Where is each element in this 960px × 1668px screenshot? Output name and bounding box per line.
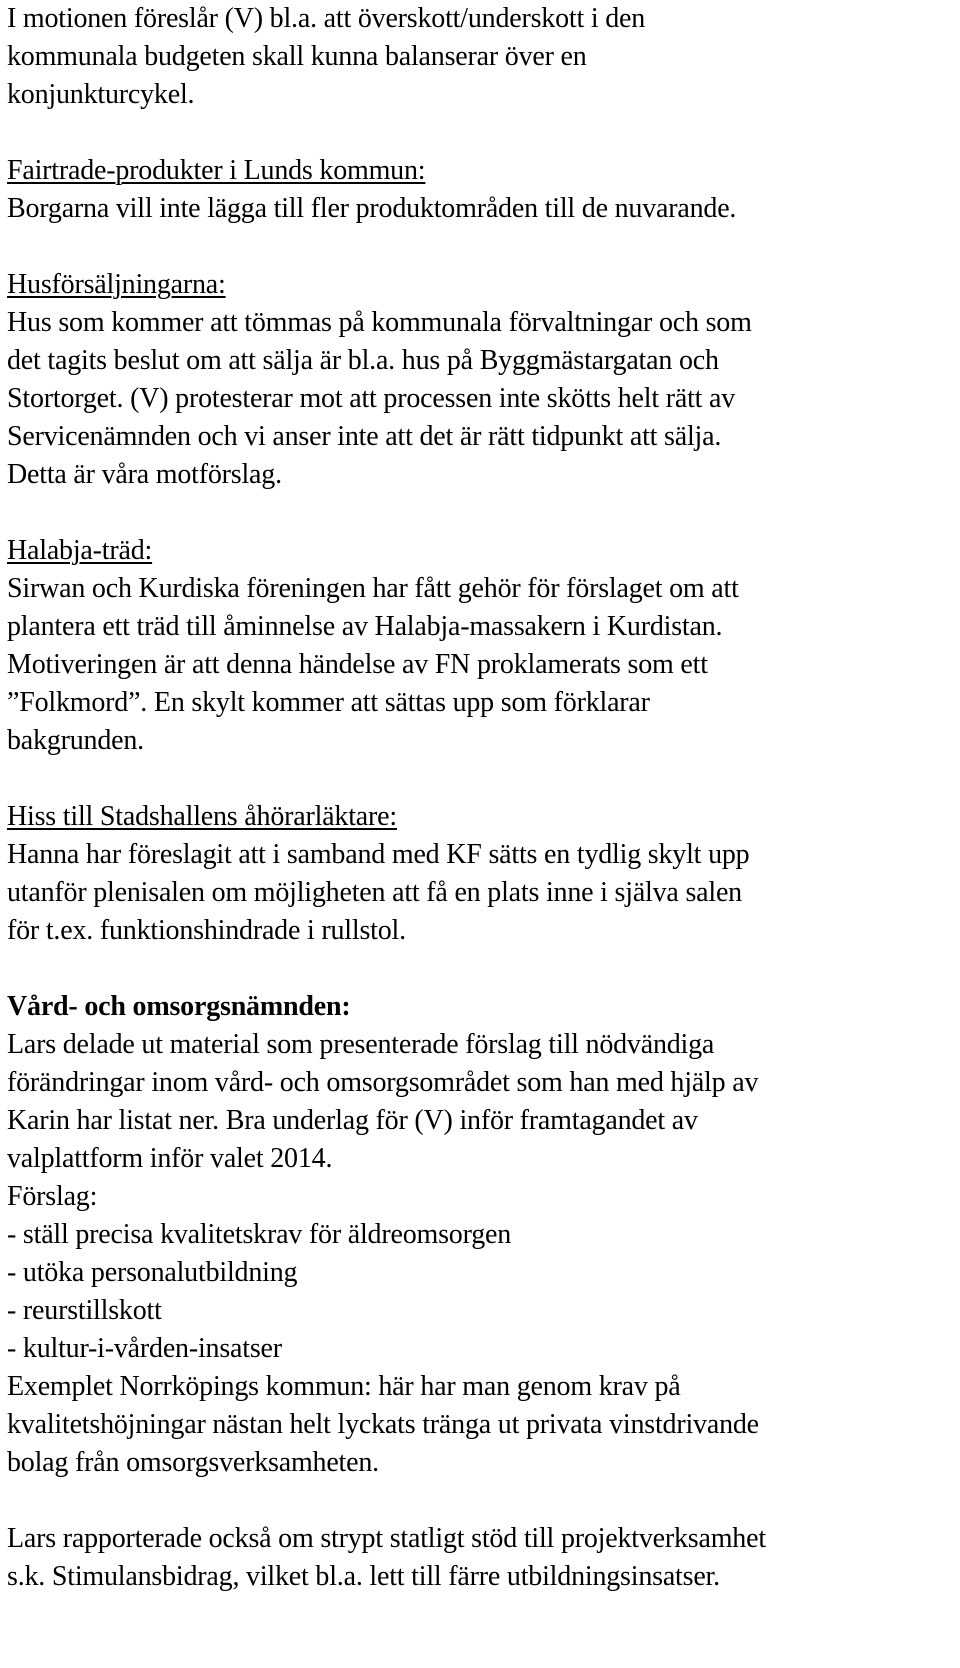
list-item: - kultur-i-vården-insatser (7, 1333, 282, 1364)
text-line: Detta är våra motförslag. (7, 459, 282, 490)
text-line: Hanna har föreslagit att i samband med KF sätts en tydlig skylt upp (7, 839, 750, 870)
text-line: Förslag: (7, 1181, 98, 1212)
text-line: Lars delade ut material som presenterade förslag till nödvändiga (7, 1029, 715, 1060)
text-line: valplattform inför valet 2014. (7, 1143, 333, 1174)
paragraph-gap (7, 114, 957, 152)
text-line: Servicenämnden och vi anser inte att det är rätt tidpunkt att sälja. (7, 421, 722, 452)
text-line: för t.ex. funktionshindrade i rullstol. (7, 915, 406, 946)
text-line: Exemplet Norrköpings kommun: här har man genom krav på (7, 1371, 681, 1402)
paragraph-gap (7, 760, 957, 798)
section-halabja-trad (7, 532, 957, 760)
list-item: - utöka personalutbildning (7, 1257, 298, 1288)
section-heading (7, 798, 957, 836)
text-line: Borgarna vill inte lägga till fler produktområden till de nuvarande. (7, 193, 737, 224)
text-line: Stortorget. (V) protesterar mot att processen inte skötts helt rätt av (7, 383, 736, 414)
heading-text: Husförsäljningarna: (7, 269, 226, 300)
section-heading (7, 532, 957, 570)
section-fairtrade (7, 152, 957, 228)
heading-text: Halabja-träd: (7, 535, 153, 566)
paragraph-gap (7, 1482, 957, 1520)
text-line: Motiveringen är att denna händelse av FN proklamerats som ett (7, 649, 708, 680)
document-page (7, 0, 957, 1596)
text-line: förändringar inom vård- och omsorgsområdet som han med hjälp av (7, 1067, 759, 1098)
text-line: Karin har listat ner. Bra underlag för (V) inför framtagandet av (7, 1105, 698, 1136)
text-line: bolag från omsorgsverksamheten. (7, 1447, 379, 1478)
text-line: ”Folkmord”. En skylt kommer att sättas upp som förklarar (7, 687, 650, 718)
section-heading (7, 152, 957, 190)
text-line: plantera ett träd till åminnelse av Halabja-massakern i Kurdistan. (7, 611, 723, 642)
list-item: - ställ precisa kvalitetskrav för äldreomsorgen (7, 1219, 512, 1250)
text-line: utanför plenisalen om möjligheten att få en plats inne i själva salen (7, 877, 742, 908)
heading-text: Fairtrade-produkter i Lunds kommun: (7, 155, 426, 186)
list-item: - reurstillskott (7, 1295, 162, 1326)
section-husforsaljningarna (7, 266, 957, 494)
text-line: bakgrunden. (7, 725, 144, 756)
text-line: Hus som kommer att tömmas på kommunala förvaltningar och som (7, 307, 752, 338)
intro-paragraph (7, 0, 957, 114)
text-line: kvalitetshöjningar nästan helt lyckats tränga ut privata vinstdrivande (7, 1409, 759, 1440)
text-line: Lars rapporterade också om strypt statligt stöd till projektverksamhet (7, 1523, 766, 1554)
paragraph-gap (7, 950, 957, 988)
closing-paragraph (7, 1520, 957, 1596)
text-line: Sirwan och Kurdiska föreningen har fått gehör för förslaget om att (7, 573, 739, 604)
heading-text: Hiss till Stadshallens åhörarläktare: (7, 801, 397, 832)
paragraph-gap (7, 494, 957, 532)
section-heading (7, 266, 957, 304)
text-line: konjunkturcykel. (7, 79, 195, 110)
section-heading: Vård- och omsorgsnämnden: (7, 991, 351, 1022)
text-line: det tagits beslut om att sälja är bl.a. hus på Byggmästargatan och (7, 345, 719, 376)
text-line: kommunala budgeten skall kunna balanserar över en (7, 41, 587, 72)
paragraph-gap (7, 228, 957, 266)
text-line: s.k. Stimulansbidrag, vilket bl.a. lett till färre utbildningsinsatser. (7, 1561, 720, 1592)
section-hiss-stadshallen (7, 798, 957, 950)
text-line: I motionen föreslår (V) bl.a. att överskott/underskott i den (7, 3, 646, 34)
section-vard-och-omsorg (7, 988, 957, 1482)
